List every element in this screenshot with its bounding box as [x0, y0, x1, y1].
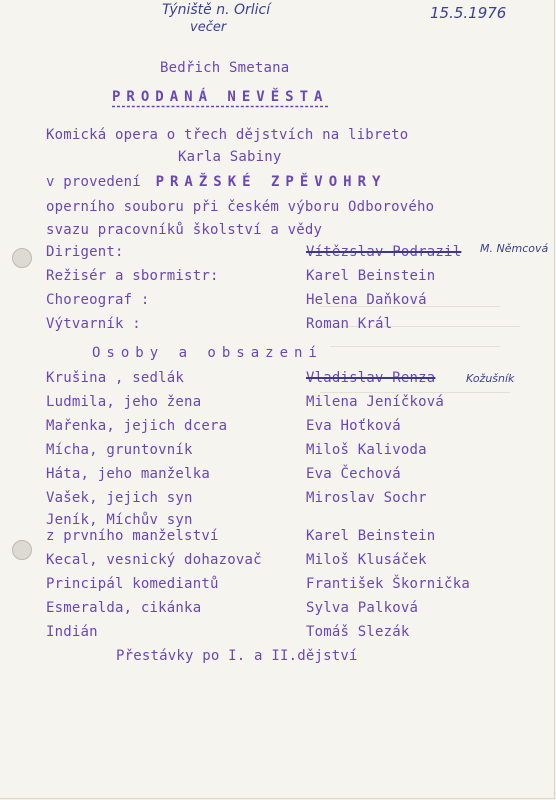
cast-role: Ludmila, jeho žena: [46, 394, 202, 410]
staff-name: Vítězslav Podrazil: [306, 244, 462, 260]
handwritten-place: Týniště n. Orlicí: [162, 2, 271, 18]
cast-role: Jeník, Míchův syn: [46, 512, 193, 528]
cast-name: Eva Čechová: [306, 466, 401, 482]
cast-role: Vašek, jejich syn: [46, 490, 193, 506]
handwritten-time: večer: [190, 20, 227, 35]
show-through-line: [330, 346, 500, 347]
subtitle-line-3: [46, 174, 386, 190]
cast-name: Miloš Kalivoda: [306, 442, 427, 458]
cast-name: Tomáš Slezák: [306, 624, 410, 640]
staff-name: Karel Beinstein: [306, 268, 436, 284]
intermission-note: Přestávky po I. a II.dějství: [116, 648, 358, 664]
cast-role: Principál komediantů: [46, 576, 219, 592]
staff-name: Roman Král: [306, 316, 393, 332]
cast-role: Esmeralda, cikánka: [46, 600, 202, 616]
subtitle-line-4: operního souboru při českém výboru Odborového: [46, 199, 435, 215]
subtitle-line-2: Karla Sabiny: [178, 149, 282, 165]
cast-role: Kecal, vesnický dohazovač: [46, 552, 262, 568]
punch-hole: [12, 540, 32, 560]
cast-role: Háta, jeho manželka: [46, 466, 210, 482]
handwritten-krusina-replacement: Kožušník: [466, 372, 515, 385]
staff-name: Helena Daňková: [306, 292, 427, 308]
subtitle-line-5: svazu pracovníků školství a vědy: [46, 222, 323, 238]
staff-role: Režisér a sbormistr:: [46, 268, 219, 284]
subtitle-line-1: Komická opera o třech dějstvích na libreto: [46, 127, 409, 143]
company-name: PRAŽSKÉ ZPĚVOHRY: [155, 174, 387, 190]
handwritten-conductor-replacement: M. Němcová: [480, 242, 549, 255]
cast-heading: Osoby a obsazení: [92, 345, 323, 361]
cast-name: Eva Hoťková: [306, 418, 401, 434]
cast-role: Krušina , sedlák: [46, 370, 185, 386]
cast-name: Milena Jeníčková: [306, 394, 445, 410]
cast-name: Karel Beinstein: [306, 528, 436, 544]
opera-title: PRODANÁ NEVĚSTA: [112, 89, 329, 105]
cast-name: Miroslav Sochr: [306, 490, 427, 506]
cast-role: Mařenka, jejich dcera: [46, 418, 228, 434]
cast-role: Indián: [46, 624, 98, 640]
cast-role: Mícha, gruntovník: [46, 442, 193, 458]
composer: Bedřich Smetana: [160, 60, 290, 76]
performance-prefix: v provedení: [46, 174, 141, 190]
handwritten-date: 15.5.1976: [430, 4, 507, 22]
cast-name: Miloš Klusáček: [306, 552, 427, 568]
staff-role: Dirigent:: [46, 244, 124, 260]
show-through-line: [320, 392, 510, 393]
cast-role: z prvního manželství: [46, 528, 219, 544]
punch-hole: [12, 248, 32, 268]
cast-name: František Škornička: [306, 576, 470, 592]
staff-role: Choreograf :: [46, 292, 150, 308]
cast-name: Vladislav Renza: [306, 370, 436, 386]
cast-name: Sylva Palková: [306, 600, 419, 616]
staff-role: Výtvarník :: [46, 316, 141, 332]
